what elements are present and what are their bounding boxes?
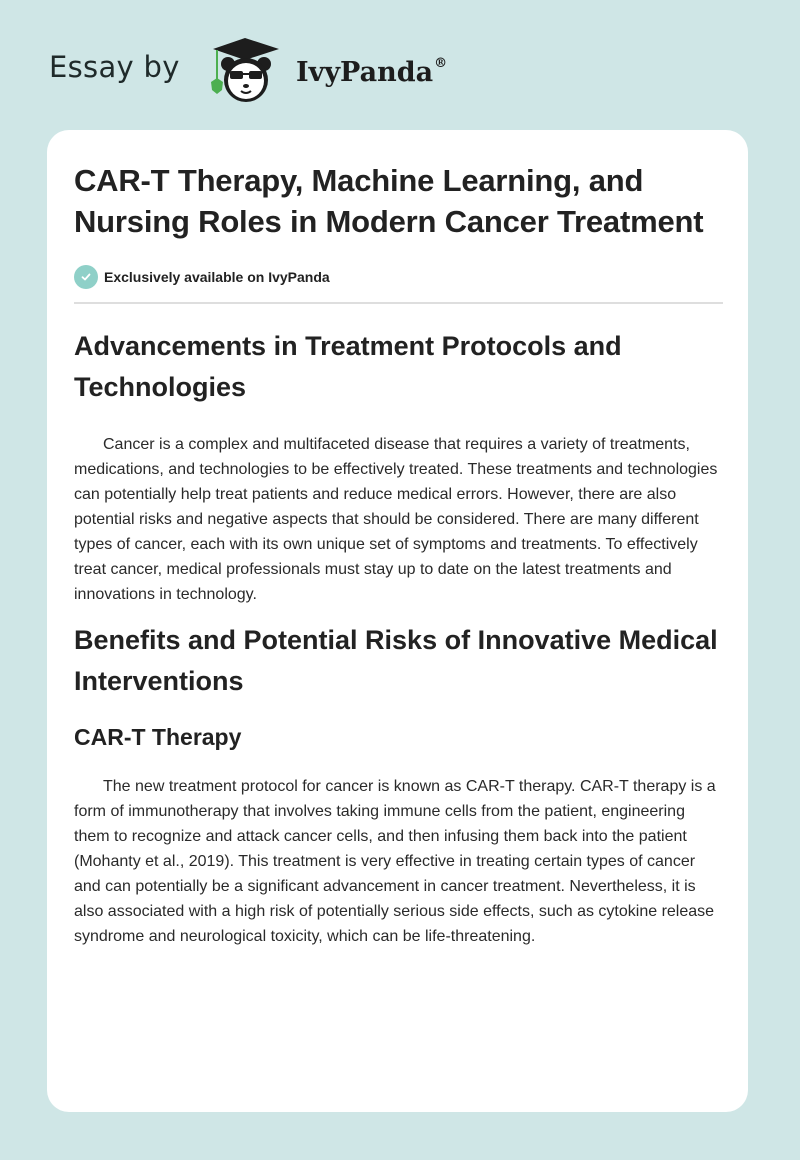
essay-title: CAR-T Therapy, Machine Learning, and Nursing Roles in Modern Cancer Treatment: [74, 163, 704, 239]
section-heading: Advancements in Treatment Protocols and Technologies: [74, 331, 622, 402]
registered-mark: ®: [434, 56, 448, 71]
brand-name[interactable]: [296, 56, 447, 88]
section-paragraph: Cancer is a complex and multifaceted disease that requires a variety of treatments, medications, and technologies to be effectively treated. These treatments and technologies can potentially help treat patients and reduce medical errors. However, there are also potential risks and negative aspects that should be considered. There are many different types of cancer, each with its own unique set of symptoms and treatments. To effectively treat cancer, medical professionals must stay up to date on the latest treatments and innovations in technology.: [74, 436, 718, 603]
brand-prefix: Essay by: [49, 50, 180, 84]
section-paragraph: The new treatment protocol for cancer is known as CAR-T therapy. CAR-T therapy is a form of immunotherapy that involves taking immune cells from the patient, engineering them to recognize and attack cancer cells, and then infusing them back into the patient (Mohanty et al., 2019). This treatment is very effective in treating certain types of cancer and can potentially be a significant advancement in cancer treatment. Nevertheless, it is also associated with a high risk of potentially serious side effects, such as cytokine release syndrome and neurological toxicity, which can be life-threatening.: [74, 778, 716, 945]
exclusive-badge: [74, 265, 724, 289]
subsection-heading: CAR-T Therapy: [74, 724, 242, 750]
panda-graduate-icon[interactable]: [203, 36, 291, 108]
exclusive-badge-text: Exclusively available on IvyPanda: [104, 269, 330, 285]
section-heading: Benefits and Potential Risks of Innovative Medical Interventions: [74, 625, 718, 696]
check-circle-icon: [74, 265, 98, 289]
site-header: [0, 0, 800, 130]
essay-content: [74, 160, 724, 949]
title-divider: [74, 302, 723, 304]
brand-name-text: IvyPanda: [296, 57, 434, 88]
essay-card: [47, 130, 748, 1112]
